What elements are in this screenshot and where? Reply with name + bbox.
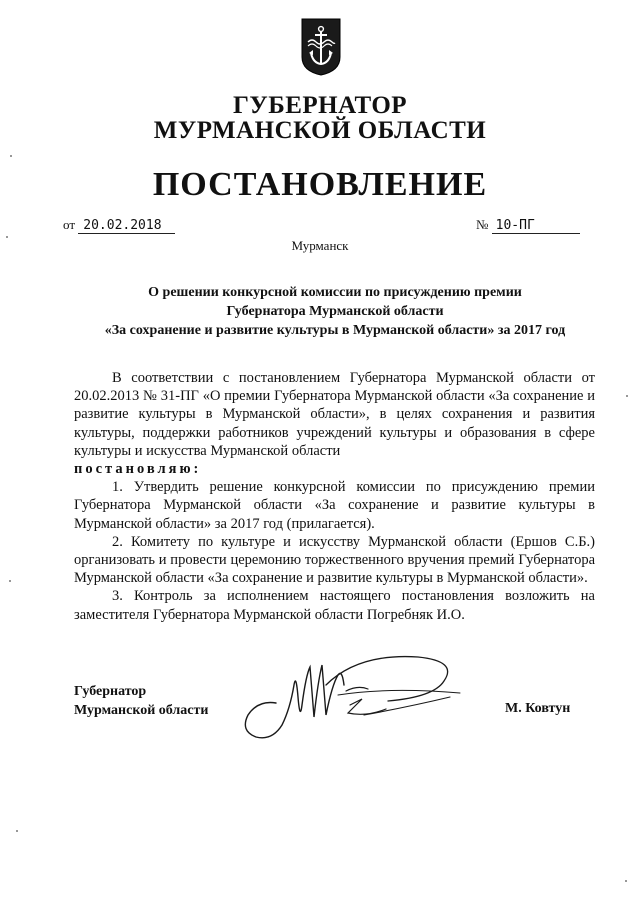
- decree-word: постановляю:: [74, 461, 202, 478]
- document-body: [74, 369, 595, 624]
- signatory-position-line-2: Мурманской области: [74, 703, 209, 718]
- issuer-title-line2: МУРМАНСКОЙ ОБЛАСТИ: [153, 117, 487, 144]
- decree-item-3: 3. Контроль за исполнением настоящего постановления возложить на заместителя Губернатора Мурманской области Погребняк И.О.: [74, 588, 595, 623]
- document-date: 20.02.2018: [78, 218, 175, 234]
- issuer-title-line1: ГУБЕРНАТОР: [232, 92, 408, 119]
- scan-speck: [16, 830, 18, 832]
- subject-line-2: Губернатора Мурманской области: [226, 304, 444, 319]
- decree-item-2: 2. Комитету по культуре и искусству Мурманской области (Ершов С.Б.) организовать и провести церемонию торжественного вручения премий Губернатора Мурманской области «За сохранение и развитие культуры в Мурманской области».: [74, 533, 595, 587]
- signatory-name: М. Ковтун: [505, 701, 571, 716]
- scan-speck: [6, 236, 8, 238]
- scan-speck: [10, 155, 12, 157]
- signatory-position-line-1: Губернатор: [74, 684, 147, 699]
- decree-item-1: 1. Утвердить решение конкурсной комиссии по присуждению премии Губернатора Мурманской области «За сохранение и развитие культуры в Мурманской области» за 2017 год (прилагается).: [74, 479, 595, 532]
- document-type: ПОСТАНОВЛЕНИЕ: [152, 166, 488, 203]
- scan-speck: [625, 880, 627, 882]
- preamble-paragraph: [74, 369, 595, 460]
- scan-speck: [626, 395, 628, 397]
- city-name: Мурманск: [291, 238, 349, 253]
- date-prefix: от: [63, 217, 76, 232]
- document-subject: [60, 283, 610, 340]
- subject-line-1: О решении конкурсной комиссии по присуждению премии: [148, 285, 522, 300]
- preamble-text: В соответствии с постановлением Губернатора Мурманской области от 20.02.2013 № 31-ПГ «О премии Губернатора Мурманской области «За сохранение и развитие культуры в Мурманской области», в целях сохранения и развития культуры, поддержки работников учреждений культуры и образования в сфере культуры и искусства Мурманской области: [74, 370, 595, 459]
- scan-speck: [9, 580, 11, 582]
- handwritten-signature: [238, 645, 468, 745]
- signatory-position: [74, 682, 208, 720]
- murmansk-coat-of-arms-icon: [300, 17, 342, 77]
- subject-line-3: «За сохранение и развитие культуры в Мурманской области» за 2017 год: [104, 323, 566, 338]
- number-field: [476, 217, 580, 234]
- date-field: [63, 217, 175, 234]
- decree-paragraph: [74, 460, 595, 478]
- number-prefix: №: [476, 217, 489, 232]
- document-number: 10-ПГ: [492, 218, 580, 234]
